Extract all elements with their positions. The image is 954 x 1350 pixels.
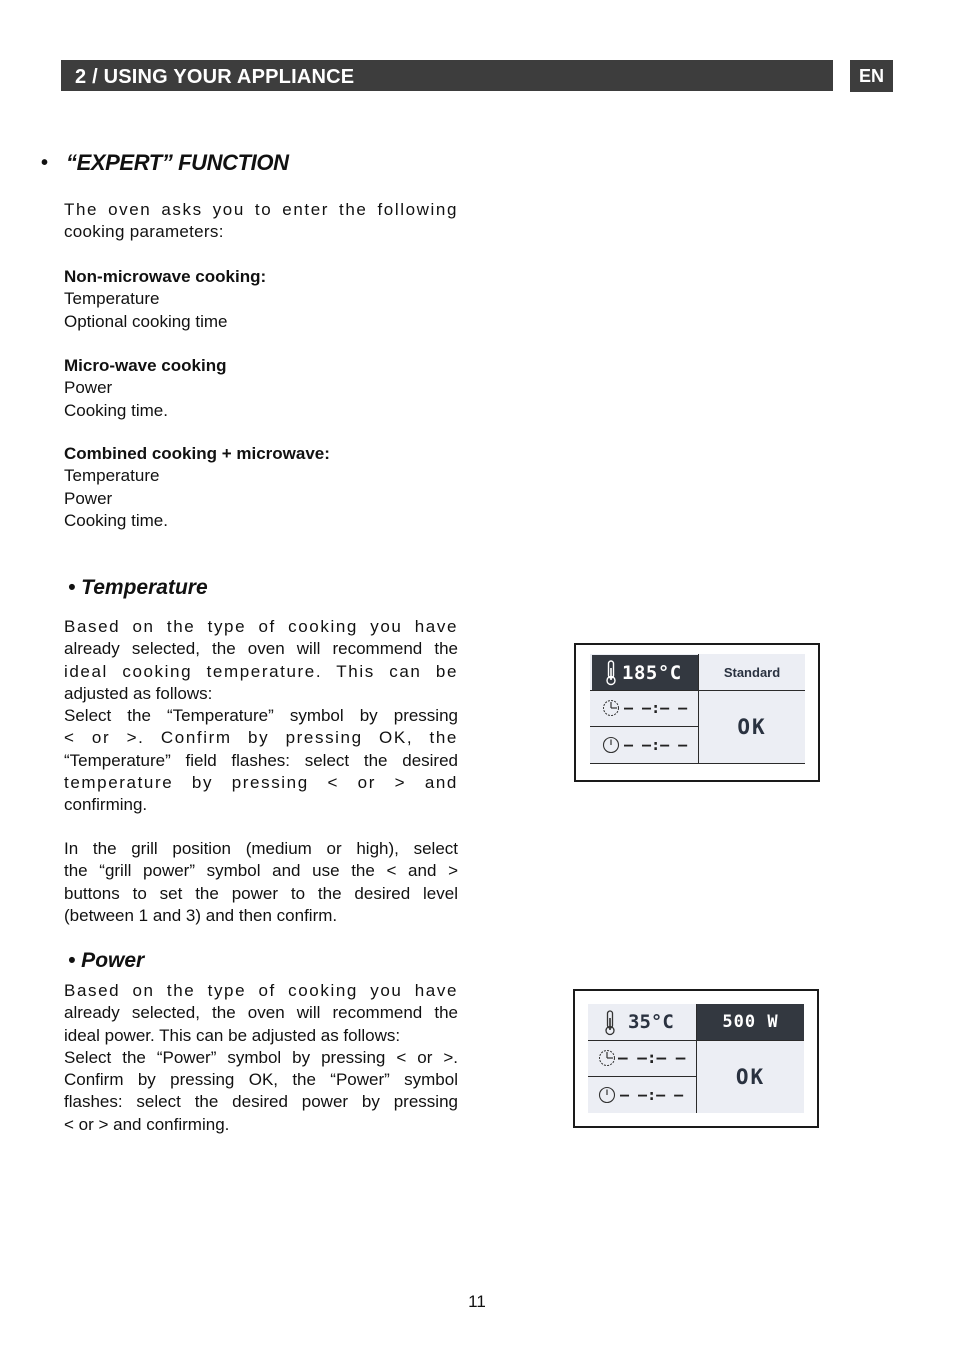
ok-button[interactable]: OK [737,715,767,739]
end-time-field[interactable] [588,1077,696,1112]
lcd-screen [588,1004,804,1113]
expert-function-heading: “EXPERT” FUNCTION [66,150,289,175]
duration-value: – –:– – [618,1048,686,1067]
temperature-paragraph-2: In the grill position (medium or high), select the “grill power” symbol and use the < and > buttons to set the power to the desired level (between 1 and 3) and then confirm. [64,839,458,925]
power-paragraph: Based on the type of cooking you have already selected, the oven will recommend the ideal power. This can be adjusted as follows: Select the “Power” symbol by pressing < or >. Confirm by pressing OK, the “Power” symbol flashes: select the desired power by pressing < or > and confirming. [64,981,458,1134]
temperature-field-highlighted[interactable] [592,655,699,690]
group-microwave [64,355,226,422]
temperature-heading: • Temperature [68,576,208,599]
timer-icon [598,1049,616,1072]
power-field-highlighted[interactable]: 500 W [697,1004,804,1040]
clock-icon [598,1086,616,1109]
group-combined [64,443,330,532]
group-non-microwave [64,266,266,333]
temperature-value: 185°C [622,662,682,684]
section-header-bar [61,60,833,91]
duration-field[interactable] [588,1041,696,1076]
cooking-mode-label: Standard [723,665,781,680]
divider [590,763,805,764]
group-item: Cooking time. [64,510,168,530]
duration-value: – –:– – [624,699,688,717]
power-display-panel [573,989,819,1128]
section-title: 2 / USING YOUR APPLIANCE [75,66,355,88]
group-title: Non-microwave cooking: [64,267,267,286]
clock-icon [602,736,620,759]
bullet-marker: • [41,152,49,174]
end-time-value: – –:– – [624,736,688,754]
lcd-screen [590,654,805,764]
end-time-field[interactable] [592,727,698,762]
group-title: Micro-wave cooking [64,356,227,375]
group-item: Optional cooking time [64,311,228,331]
thermometer-icon [604,1010,616,1041]
group-item: Power [64,488,113,508]
language-badge: EN [850,60,893,92]
temperature-field[interactable] [588,1004,696,1040]
page-number: 11 [468,1292,486,1311]
group-item: Temperature [64,289,160,309]
thermometer-icon [605,660,617,691]
power-heading: • Power [68,949,145,972]
group-item: Cooking time. [64,400,168,420]
group-title: Combined cooking + microwave: [64,444,330,463]
expert-intro: The oven asks you to enter the following cooking parameters: [64,200,458,242]
temperature-paragraph-1: Based on the type of cooking you have already selected, the oven will recommend the ideal cooking temperature. This can be adjusted as follows: Select the “Temperature” symbol by pressing < or >. Confirm by pressing OK, the “Temperature” field flashes: select the desired temperature by pressing < or > and confirming. [64,617,458,815]
group-item: Power [64,378,113,398]
ok-button[interactable]: OK [735,1065,766,1089]
group-item: Temperature [64,466,160,486]
temperature-value: 35°C [628,1011,674,1033]
end-time-value: – –:– – [620,1086,684,1104]
duration-field[interactable] [592,691,698,726]
timer-icon [602,699,620,722]
temperature-display-panel [574,643,820,782]
